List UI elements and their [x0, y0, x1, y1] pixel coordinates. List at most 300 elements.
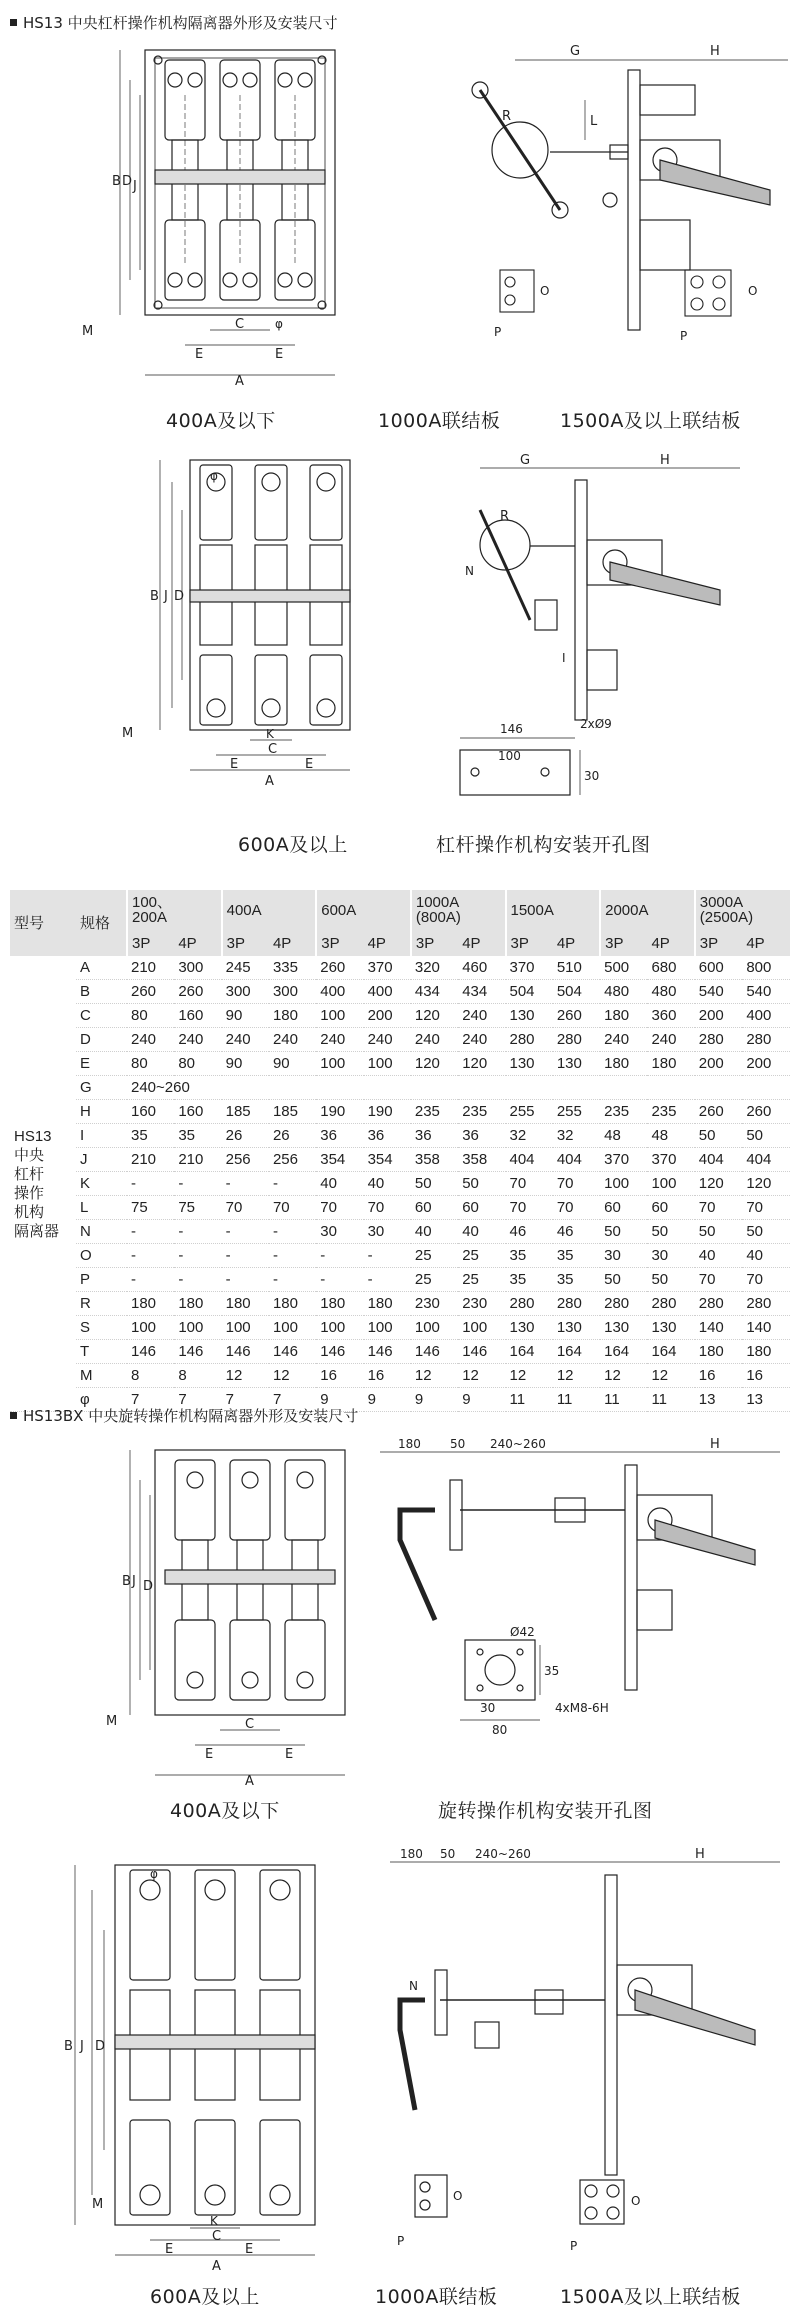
spec-value-cell: 16 [742, 1364, 790, 1388]
dim-d-label: D [95, 2039, 106, 2054]
spec-value-cell: 50 [742, 1124, 790, 1148]
spec-value-cell: 70 [269, 1196, 316, 1220]
spec-value-cell: 80 [127, 1004, 174, 1028]
spec-value-cell: 36 [316, 1124, 363, 1148]
spec-value-cell: 130 [506, 1004, 553, 1028]
spec-value-cell: 260 [695, 1100, 743, 1124]
spec-value-cell: 70 [742, 1268, 790, 1292]
spec-value-cell: 510 [553, 956, 600, 980]
spec-value-cell: - [364, 1268, 411, 1292]
spec-value-cell: - [269, 1220, 316, 1244]
spec-value-cell: 504 [506, 980, 553, 1004]
spec-value-cell: 130 [647, 1316, 694, 1340]
spec-value-cell: 70 [222, 1196, 269, 1220]
spec-value-cell: 400 [316, 980, 363, 1004]
spec-value-cell: 30 [364, 1220, 411, 1244]
spec-value-cell: 190 [316, 1100, 363, 1124]
spec-value-cell: 370 [506, 956, 553, 980]
spec-value-cell: 12 [600, 1364, 647, 1388]
spec-value-cell: 240 [411, 1028, 458, 1052]
spec-value-cell: 245 [222, 956, 269, 980]
spec-value-cell: 240 [269, 1028, 316, 1052]
spec-value-cell: 370 [600, 1148, 647, 1172]
col-header-spec: 规格 [76, 890, 127, 956]
dim-e2-label: E [275, 347, 284, 362]
dim-180-label: 180 [400, 1847, 423, 1861]
spec-value-cell: 235 [647, 1100, 694, 1124]
dim-d-label: D [174, 589, 185, 604]
spec-value-cell: - [127, 1172, 174, 1196]
spec-key-cell: J [76, 1148, 127, 1172]
spec-value-cell: 50 [695, 1124, 743, 1148]
spec-value-cell: 434 [458, 980, 505, 1004]
spec-value-cell: 50 [458, 1172, 505, 1196]
spec-value-cell: 50 [742, 1220, 790, 1244]
spec-key-cell: H [76, 1100, 127, 1124]
spec-value-cell: 80 [127, 1052, 174, 1076]
spec-value-cell: 80 [174, 1052, 221, 1076]
spec-value-cell: 100 [411, 1316, 458, 1340]
spec-value-cell: 75 [127, 1196, 174, 1220]
drawing-bx-400a-front [106, 1440, 370, 1789]
table-row [10, 1076, 790, 1100]
table-row [10, 1340, 790, 1364]
dim-i-label: I [562, 651, 566, 665]
spec-value-cell: 260 [127, 980, 174, 1004]
dim-b-label: B [112, 174, 121, 189]
caption-bx-1000a: 1000A联结板 [375, 2286, 498, 2308]
pole-header: 3P [222, 930, 269, 956]
spec-value-cell: 404 [695, 1148, 743, 1172]
spec-value-cell: 100 [269, 1316, 316, 1340]
dim-o2-label: O [748, 284, 758, 298]
dim-d-label: D [122, 174, 133, 189]
spec-value-cell: 100 [127, 1316, 174, 1340]
spec-value-cell: 11 [600, 1388, 647, 1412]
spec-value-cell: 100 [316, 1004, 363, 1028]
dim-35-label: 35 [544, 1664, 560, 1678]
spec-value-cell: 9 [364, 1388, 411, 1412]
spec-value-cell: - [174, 1268, 221, 1292]
table-row [10, 1292, 790, 1316]
spec-value-cell: 60 [411, 1196, 458, 1220]
spec-value-cell: 40 [411, 1220, 458, 1244]
spec-value-cell: 30 [600, 1244, 647, 1268]
spec-value-cell: 100 [316, 1052, 363, 1076]
spec-value-cell: 100 [174, 1316, 221, 1340]
spec-value-cell: 280 [506, 1292, 553, 1316]
spec-value-cell: 70 [695, 1268, 743, 1292]
spec-value-cell: 400 [364, 980, 411, 1004]
caption-bx-1500a: 1500A及以上联结板 [560, 2286, 741, 2308]
spec-value-cell: 164 [506, 1340, 553, 1364]
pole-header: 4P [458, 930, 505, 956]
spec-value-cell: 210 [127, 956, 174, 980]
spec-value-cell: 70 [506, 1172, 553, 1196]
spec-value-cell: 36 [411, 1124, 458, 1148]
spec-value-cell: 160 [127, 1100, 174, 1124]
dim-100-label: 100 [498, 749, 521, 763]
spec-value-cell: - [127, 1244, 174, 1268]
spec-value-cell: 100 [647, 1172, 694, 1196]
spec-value-cell: 12 [458, 1364, 505, 1388]
dim-c-label: C [268, 742, 278, 757]
spec-value-cell: 35 [174, 1124, 221, 1148]
pole-header: 4P [647, 930, 694, 956]
spec-value-cell: 9 [458, 1388, 505, 1412]
drawing-lever-side [390, 40, 790, 380]
spec-value-cell: 260 [174, 980, 221, 1004]
spec-value-cell: 600 [695, 956, 743, 980]
spec-value-cell: 100 [316, 1316, 363, 1340]
spec-key-cell: K [76, 1172, 127, 1196]
spec-value-cell: 280 [742, 1292, 790, 1316]
spec-value-cell: - [127, 1220, 174, 1244]
spec-value-cell: 146 [127, 1340, 174, 1364]
spec-value-cell: 70 [506, 1196, 553, 1220]
dim-n-label: N [409, 1979, 418, 1993]
spec-value-cell: 240 [222, 1028, 269, 1052]
spec-value-cell: 280 [647, 1292, 694, 1316]
dim-146-label: 146 [500, 722, 523, 736]
spec-value-cell: 8 [174, 1364, 221, 1388]
spec-value-cell: 185 [222, 1100, 269, 1124]
spec-value-cell: 480 [600, 980, 647, 1004]
spec-value-cell: 120 [742, 1172, 790, 1196]
dim-b-label: B [150, 589, 159, 604]
spec-value-cell: 160 [174, 1100, 221, 1124]
dim-h-label: H [710, 1437, 720, 1452]
spec-value-cell: 32 [553, 1124, 600, 1148]
spec-value-cell: 8 [127, 1364, 174, 1388]
spec-value-cell: 16 [364, 1364, 411, 1388]
spec-value-cell: 35 [506, 1244, 553, 1268]
spec-value-cell: 26 [269, 1124, 316, 1148]
dim-30-label: 30 [480, 1701, 496, 1715]
table-row [10, 1052, 790, 1076]
drawing-rotary-side-600a [375, 1847, 785, 2260]
spec-value-cell: - [127, 1268, 174, 1292]
spec-value-cell: 460 [458, 956, 505, 980]
spec-key-cell: B [76, 980, 127, 1004]
spec-value-cell: - [364, 1244, 411, 1268]
spec-value-cell: 404 [506, 1148, 553, 1172]
dim-b-label: B [64, 2039, 73, 2054]
dim-g-label: G [570, 44, 581, 59]
spec-value-cell: 146 [316, 1340, 363, 1364]
pole-header: 4P [269, 930, 316, 956]
spec-value-cell: 100 [458, 1316, 505, 1340]
dim-50-label: 50 [440, 1847, 456, 1861]
drawing-600a-front [122, 450, 380, 795]
spec-value-cell: 13 [695, 1388, 743, 1412]
table-row [10, 956, 790, 980]
spec-value-cell: 12 [222, 1364, 269, 1388]
spec-value-cell: 11 [647, 1388, 694, 1412]
spec-value-cell: - [222, 1268, 269, 1292]
spec-value-cell: 240 [127, 1028, 174, 1052]
group-header: 2000A [600, 890, 695, 930]
dim-4xm8-label: 4xM8-6H [555, 1701, 609, 1715]
dim-e-label: E [205, 1747, 214, 1762]
spec-value-cell: 434 [411, 980, 458, 1004]
spec-value-cell: 25 [458, 1244, 505, 1268]
dim-r-label: R [502, 109, 512, 124]
spec-value-cell: 9 [316, 1388, 363, 1412]
spec-value-cell: 235 [458, 1100, 505, 1124]
dim-240-label: 240~260 [490, 1437, 546, 1451]
table-row [10, 1028, 790, 1052]
spec-value-cell: 7 [269, 1388, 316, 1412]
spec-value-cell: 300 [222, 980, 269, 1004]
spec-value-cell: 180 [222, 1292, 269, 1316]
spec-value-cell: 180 [695, 1340, 743, 1364]
table-row [10, 1364, 790, 1388]
spec-value-cell: 146 [269, 1340, 316, 1364]
spec-value-cell: 280 [553, 1292, 600, 1316]
pole-header: 4P [174, 930, 221, 956]
spec-value-cell: 280 [695, 1292, 743, 1316]
table-row [10, 1316, 790, 1340]
spec-value-cell: 800 [742, 956, 790, 980]
dim-a-label: A [245, 1774, 254, 1789]
spec-value-cell: 240 [458, 1004, 505, 1028]
spec-value-cell: 120 [458, 1052, 505, 1076]
dim-n-label: N [465, 564, 474, 578]
dim-j-label: J [133, 179, 137, 194]
spec-value-cell: 50 [695, 1220, 743, 1244]
spec-value-cell: 300 [269, 980, 316, 1004]
spec-value-cell: - [269, 1244, 316, 1268]
caption-600a: 600A及以上 [238, 834, 348, 856]
caption-bx-600a: 600A及以上 [150, 2286, 260, 2308]
spec-value-cell: 60 [458, 1196, 505, 1220]
table-row [10, 1172, 790, 1196]
spec-value-cell: 70 [553, 1172, 600, 1196]
dim-p-label: P [397, 2234, 405, 2248]
pole-header: 3P [127, 930, 174, 956]
spec-value-cell: 70 [695, 1196, 743, 1220]
spec-value-cell: 90 [222, 1052, 269, 1076]
spec-key-cell: M [76, 1364, 127, 1388]
spec-value-cell: 180 [647, 1052, 694, 1076]
spec-value-cell: 240 [600, 1028, 647, 1052]
spec-value-cell: 60 [600, 1196, 647, 1220]
dim-e2-label: E [305, 757, 314, 772]
spec-value-cell: 404 [742, 1148, 790, 1172]
col-header-model: 型号 [10, 890, 76, 956]
spec-value-cell: 48 [600, 1124, 647, 1148]
spec-value-cell: 180 [269, 1004, 316, 1028]
spec-value-cell: 164 [647, 1340, 694, 1364]
spec-value-cell: 240 [458, 1028, 505, 1052]
dim-m-label: M [106, 1714, 118, 1729]
spec-value-cell: 120 [695, 1172, 743, 1196]
spec-value-cell: 130 [506, 1052, 553, 1076]
spec-value-cell: 16 [695, 1364, 743, 1388]
spec-value-cell: 255 [506, 1100, 553, 1124]
table-row [10, 980, 790, 1004]
section-title-text: HS13BX 中央旋转操作机构隔离器外形及安装尺寸 [23, 1407, 359, 1425]
spec-value-cell: 35 [506, 1268, 553, 1292]
spec-value-cell: - [174, 1172, 221, 1196]
square-bullet-icon [10, 19, 17, 26]
spec-value-cell: 60 [647, 1196, 694, 1220]
spec-key-cell: L [76, 1196, 127, 1220]
pole-header: 3P [695, 930, 743, 956]
spec-value-cell: 120 [411, 1004, 458, 1028]
spec-value-cell: 160 [174, 1004, 221, 1028]
dim-2x9-label: 2xØ9 [580, 717, 612, 731]
spec-key-cell: E [76, 1052, 127, 1076]
spec-value-cell: 11 [553, 1388, 600, 1412]
spec-key-cell: O [76, 1244, 127, 1268]
spec-value-cell: 11 [506, 1388, 553, 1412]
caption-400a: 400A及以下 [166, 410, 276, 432]
spec-value-cell: - [174, 1220, 221, 1244]
spec-value-cell: 130 [553, 1316, 600, 1340]
dim-k-label: K [266, 727, 274, 741]
spec-value-cell: 200 [364, 1004, 411, 1028]
caption-1000a: 1000A联结板 [378, 410, 501, 432]
section-title-hs13bx [10, 1405, 358, 1426]
spec-key-cell: T [76, 1340, 127, 1364]
spec-value-cell: 230 [458, 1292, 505, 1316]
spec-value-cell: 50 [647, 1268, 694, 1292]
spec-value-cell: 140 [742, 1316, 790, 1340]
spec-key-cell: C [76, 1004, 127, 1028]
dim-b-label: B [122, 1574, 131, 1589]
group-header: 1500A [506, 890, 601, 930]
spec-value-cell: 354 [364, 1148, 411, 1172]
dim-30-label: 30 [584, 769, 600, 783]
spec-value-cell: 320 [411, 956, 458, 980]
spec-value-cell: 100 [222, 1316, 269, 1340]
dim-e-label: E [195, 347, 204, 362]
spec-value-cell: 32 [506, 1124, 553, 1148]
dim-c-label: C [245, 1717, 255, 1732]
drawing-400a-front [82, 40, 360, 389]
spec-value-cell: 36 [458, 1124, 505, 1148]
spec-value-cell: 40 [364, 1172, 411, 1196]
spec-value-cell: 40 [458, 1220, 505, 1244]
spec-value-cell: 185 [269, 1100, 316, 1124]
spec-value-cell: 70 [742, 1196, 790, 1220]
pole-header: 3P [316, 930, 363, 956]
section-title-hs13 [10, 12, 338, 33]
spec-value-cell: 680 [647, 956, 694, 980]
spec-value-cell: - [316, 1244, 363, 1268]
spec-value-cell: 130 [600, 1316, 647, 1340]
spec-key-cell: A [76, 956, 127, 980]
dim-m-label: M [122, 726, 134, 741]
spec-value-cell: 46 [553, 1220, 600, 1244]
spec-value-cell: 190 [364, 1100, 411, 1124]
spec-value-cell: 13 [742, 1388, 790, 1412]
spec-value-cell: 180 [174, 1292, 221, 1316]
group-header: 600A [316, 890, 411, 930]
model-cell: HS13 中央 杠杆 操作 机构 隔离器 [10, 956, 76, 1412]
dim-a-label: A [212, 2259, 221, 2274]
spec-value-cell: 256 [269, 1148, 316, 1172]
dim-c-label: C [235, 317, 245, 332]
spec-value-cell: 16 [316, 1364, 363, 1388]
drawing-bx-600a-front [40, 1850, 340, 2274]
spec-value-cell: - [222, 1244, 269, 1268]
dim-80-label: 80 [492, 1723, 508, 1737]
spec-value-cell: 240 [316, 1028, 363, 1052]
spec-value-cell: 164 [553, 1340, 600, 1364]
pole-header: 4P [553, 930, 600, 956]
spec-value-cell: 48 [647, 1124, 694, 1148]
table-row [10, 1100, 790, 1124]
spec-value-cell: 210 [174, 1148, 221, 1172]
drawing-rotary-side [380, 1437, 785, 1780]
spec-key-cell: S [76, 1316, 127, 1340]
dim-a-label: A [265, 774, 274, 789]
spec-value-cell: 280 [742, 1028, 790, 1052]
dim-h-label: H [660, 453, 670, 468]
spec-value-cell: 12 [553, 1364, 600, 1388]
spec-value-cell: 70 [364, 1196, 411, 1220]
spec-value-cell: 140 [695, 1316, 743, 1340]
dim-o-label: O [453, 2189, 463, 2203]
spec-value-cell: 230 [411, 1292, 458, 1316]
spec-value-cell: 260 [742, 1100, 790, 1124]
dim-50-label: 50 [450, 1437, 466, 1451]
dim-g-label: G [520, 453, 531, 468]
table-row [10, 1124, 790, 1148]
spec-value-cell: 180 [316, 1292, 363, 1316]
dim-j-label: J [164, 589, 168, 604]
spec-key-cell: N [76, 1220, 127, 1244]
dim-l-label: L [590, 114, 598, 129]
spec-value-cell: 35 [127, 1124, 174, 1148]
spec-value-cell: 12 [269, 1364, 316, 1388]
spec-value-cell: 35 [553, 1244, 600, 1268]
spec-value-cell: 358 [411, 1148, 458, 1172]
spec-value-cell: 30 [647, 1244, 694, 1268]
spec-value-cell: 280 [506, 1028, 553, 1052]
caption-1500a: 1500A及以上联结板 [560, 410, 741, 432]
dim-k-label: K [210, 2214, 218, 2228]
pole-header: 3P [600, 930, 647, 956]
spec-value-cell: 164 [600, 1340, 647, 1364]
spec-value-cell: 335 [269, 956, 316, 980]
spec-value-cell: 50 [647, 1220, 694, 1244]
spec-value-cell: 90 [222, 1004, 269, 1028]
spec-value-cell: 30 [316, 1220, 363, 1244]
dim-h-label: H [695, 1847, 705, 1862]
spec-value-cell: 12 [411, 1364, 458, 1388]
dim-phi-label: φ [150, 1867, 158, 1881]
spec-value-cell: 36 [364, 1124, 411, 1148]
spec-value-cell: 358 [458, 1148, 505, 1172]
spec-value-cell: 46 [506, 1220, 553, 1244]
spec-value-cell: 354 [316, 1148, 363, 1172]
table-row [10, 1220, 790, 1244]
spec-value-cell: 210 [127, 1148, 174, 1172]
spec-value-cell: 400 [742, 1004, 790, 1028]
spec-key-cell: I [76, 1124, 127, 1148]
spec-value-cell: 50 [600, 1220, 647, 1244]
spec-value-cell: 260 [553, 1004, 600, 1028]
spec-value-cell: - [316, 1268, 363, 1292]
group-header: 400A [222, 890, 317, 930]
table-row [10, 1148, 790, 1172]
spec-value-cell: 146 [458, 1340, 505, 1364]
spec-value-cell: 146 [364, 1340, 411, 1364]
